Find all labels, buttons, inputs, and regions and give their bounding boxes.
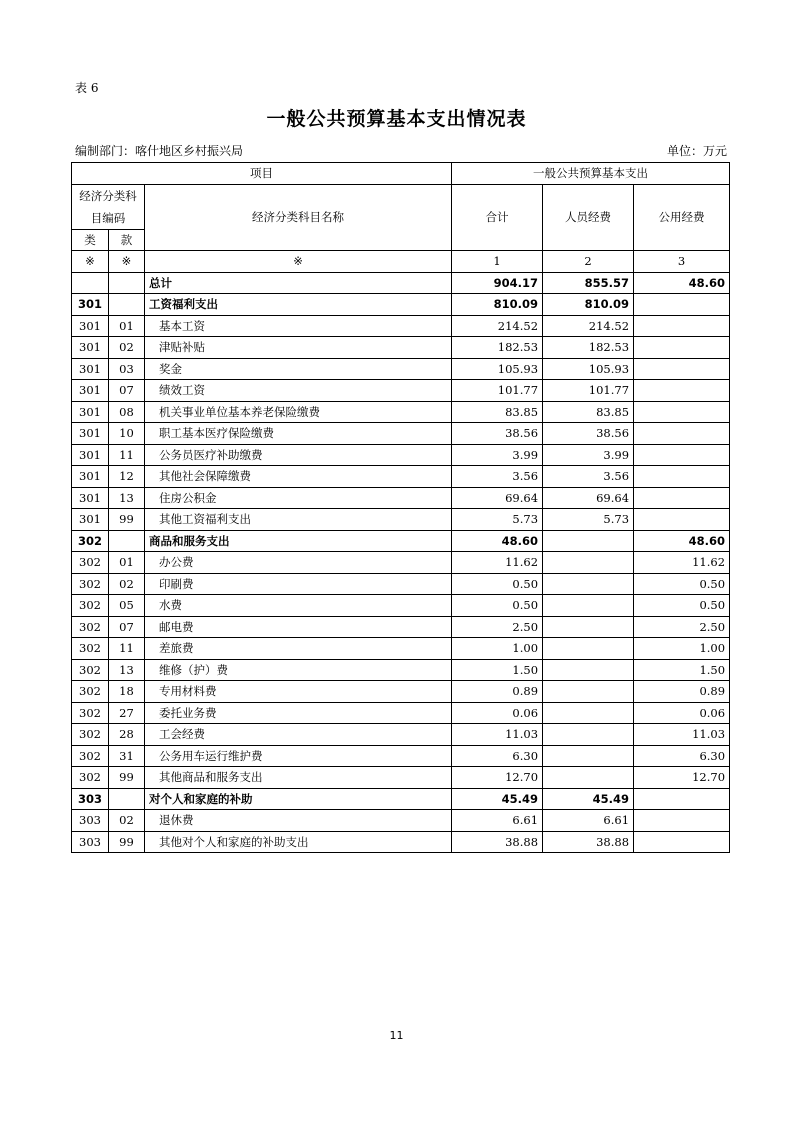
header-basic-expenditure: 一般公共预算基本支出 [452, 163, 730, 185]
table-row [72, 294, 730, 316]
cell-personnel [543, 638, 634, 660]
cell-lei: 302 [72, 638, 109, 660]
cell-lei: 301 [72, 509, 109, 531]
cell-kuan: 02 [109, 337, 145, 359]
cell-public [634, 509, 730, 531]
cell-lei: 302 [72, 573, 109, 595]
header-total: 合计 [452, 184, 543, 251]
cell-kuan: 05 [109, 595, 145, 617]
cell-total: 810.09 [452, 294, 543, 316]
cell-total: 0.50 [452, 573, 543, 595]
cell-kuan: 12 [109, 466, 145, 488]
cell-total: 38.88 [452, 831, 543, 853]
cell-kuan: 02 [109, 573, 145, 595]
cell-public: 1.50 [634, 659, 730, 681]
header-public: 公用经费 [634, 184, 730, 251]
cell-item-name: 邮电费 [145, 616, 452, 638]
cell-lei: 301 [72, 380, 109, 402]
cell-personnel [543, 724, 634, 746]
cell-public [634, 788, 730, 810]
cell-personnel: 855.57 [543, 272, 634, 294]
cell-total: 5.73 [452, 509, 543, 531]
cell-personnel: 69.64 [543, 487, 634, 509]
cell-item-name: 基本工资 [145, 315, 452, 337]
cell-public: 11.03 [634, 724, 730, 746]
cell-kuan: 13 [109, 487, 145, 509]
cell-kuan: 11 [109, 638, 145, 660]
table-row [72, 466, 730, 488]
table-row [72, 487, 730, 509]
cell-public: 6.30 [634, 745, 730, 767]
column-number-3: 3 [634, 251, 730, 273]
cell-lei: 302 [72, 595, 109, 617]
cell-public: 0.06 [634, 702, 730, 724]
cell-public [634, 487, 730, 509]
cell-lei: 301 [72, 487, 109, 509]
cell-kuan: 28 [109, 724, 145, 746]
cell-kuan [109, 294, 145, 316]
cell-total: 6.61 [452, 810, 543, 832]
cell-lei: 302 [72, 745, 109, 767]
cell-total: 182.53 [452, 337, 543, 359]
cell-lei: 301 [72, 466, 109, 488]
cell-total: 6.30 [452, 745, 543, 767]
cell-total: 11.62 [452, 552, 543, 574]
cell-personnel: 45.49 [543, 788, 634, 810]
cell-personnel: 214.52 [543, 315, 634, 337]
cell-personnel: 5.73 [543, 509, 634, 531]
cell-lei: 302 [72, 659, 109, 681]
cell-kuan: 08 [109, 401, 145, 423]
cell-kuan: 11 [109, 444, 145, 466]
cell-public [634, 294, 730, 316]
cell-kuan: 99 [109, 831, 145, 853]
cell-item-name: 绩效工资 [145, 380, 452, 402]
table-row [72, 509, 730, 531]
cell-personnel [543, 530, 634, 552]
cell-lei: 302 [72, 681, 109, 703]
table-row [72, 702, 730, 724]
cell-item-name: 其他社会保障缴费 [145, 466, 452, 488]
cell-public: 11.62 [634, 552, 730, 574]
cell-total: 38.56 [452, 423, 543, 445]
cell-lei: 301 [72, 358, 109, 380]
table-row [72, 831, 730, 853]
column-number-1: 1 [452, 251, 543, 273]
cell-public: 1.00 [634, 638, 730, 660]
cell-item-name: 其他商品和服务支出 [145, 767, 452, 789]
cell-total: 1.50 [452, 659, 543, 681]
cell-personnel: 83.85 [543, 401, 634, 423]
cell-item-name: 退休费 [145, 810, 452, 832]
table-row [72, 444, 730, 466]
table-number: 表 6 [75, 81, 99, 95]
cell-item-name: 工会经费 [145, 724, 452, 746]
cell-personnel: 38.56 [543, 423, 634, 445]
cell-item-name: 公务用车运行维护费 [145, 745, 452, 767]
budget-table [71, 162, 730, 853]
cell-item-name: 维修（护）费 [145, 659, 452, 681]
cell-total: 12.70 [452, 767, 543, 789]
cell-public [634, 810, 730, 832]
department-label: 编制部门：喀什地区乡村振兴局 [75, 144, 244, 158]
cell-public: 0.50 [634, 573, 730, 595]
cell-lei: 301 [72, 315, 109, 337]
cell-lei [72, 272, 109, 294]
cell-total: 3.56 [452, 466, 543, 488]
table-row [72, 724, 730, 746]
cell-item-name: 工资福利支出 [145, 294, 452, 316]
cell-lei: 301 [72, 423, 109, 445]
cell-lei: 301 [72, 294, 109, 316]
cell-personnel: 3.99 [543, 444, 634, 466]
cell-total: 904.17 [452, 272, 543, 294]
cell-total: 11.03 [452, 724, 543, 746]
table-row [72, 767, 730, 789]
table-row [72, 810, 730, 832]
cell-kuan: 02 [109, 810, 145, 832]
cell-public [634, 315, 730, 337]
cell-lei: 302 [72, 702, 109, 724]
table-row [72, 530, 730, 552]
cell-kuan: 31 [109, 745, 145, 767]
cell-public: 48.60 [634, 530, 730, 552]
cell-total: 83.85 [452, 401, 543, 423]
cell-public: 48.60 [634, 272, 730, 294]
cell-lei: 302 [72, 530, 109, 552]
table-row [72, 423, 730, 445]
cell-public [634, 358, 730, 380]
cell-kuan: 03 [109, 358, 145, 380]
cell-kuan: 01 [109, 315, 145, 337]
header-item-name: 经济分类科目名称 [145, 184, 452, 251]
cell-total: 105.93 [452, 358, 543, 380]
table-row [72, 401, 730, 423]
table-row [72, 745, 730, 767]
cell-public [634, 466, 730, 488]
cell-lei: 302 [72, 616, 109, 638]
cell-personnel [543, 573, 634, 595]
cell-public: 12.70 [634, 767, 730, 789]
cell-item-name: 其他对个人和家庭的补助支出 [145, 831, 452, 853]
page-number: 11 [389, 1029, 404, 1042]
header-item: 项目 [72, 163, 452, 185]
cell-lei: 302 [72, 552, 109, 574]
cell-personnel [543, 745, 634, 767]
cell-total: 3.99 [452, 444, 543, 466]
table-row [72, 659, 730, 681]
header-lei: 类 [72, 229, 109, 251]
cell-item-name: 印刷费 [145, 573, 452, 595]
cell-public [634, 380, 730, 402]
mark-cell: ※ [145, 251, 452, 273]
cell-public [634, 444, 730, 466]
header-personnel: 人员经费 [543, 184, 634, 251]
table-row [72, 595, 730, 617]
cell-kuan: 99 [109, 509, 145, 531]
mark-cell: ※ [72, 251, 109, 273]
cell-kuan: 27 [109, 702, 145, 724]
cell-total: 2.50 [452, 616, 543, 638]
table-row [72, 681, 730, 703]
table-row [72, 638, 730, 660]
cell-item-name: 委托业务费 [145, 702, 452, 724]
cell-public: 2.50 [634, 616, 730, 638]
cell-total: 101.77 [452, 380, 543, 402]
cell-personnel: 101.77 [543, 380, 634, 402]
cell-item-name: 津贴补贴 [145, 337, 452, 359]
cell-personnel: 38.88 [543, 831, 634, 853]
cell-total: 0.89 [452, 681, 543, 703]
table-row [72, 552, 730, 574]
cell-lei: 301 [72, 444, 109, 466]
table-row [72, 315, 730, 337]
cell-kuan: 01 [109, 552, 145, 574]
cell-public: 0.50 [634, 595, 730, 617]
cell-public: 0.89 [634, 681, 730, 703]
cell-kuan: 13 [109, 659, 145, 681]
cell-kuan [109, 530, 145, 552]
cell-total: 1.00 [452, 638, 543, 660]
cell-item-name: 水费 [145, 595, 452, 617]
cell-kuan [109, 272, 145, 294]
cell-kuan: 07 [109, 380, 145, 402]
cell-lei: 302 [72, 724, 109, 746]
cell-personnel [543, 659, 634, 681]
cell-total: 48.60 [452, 530, 543, 552]
cell-lei: 302 [72, 767, 109, 789]
header-kuan: 款 [109, 229, 145, 251]
table-row [72, 272, 730, 294]
cell-public [634, 831, 730, 853]
cell-item-name: 住房公积金 [145, 487, 452, 509]
cell-personnel [543, 702, 634, 724]
cell-item-name: 职工基本医疗保险缴费 [145, 423, 452, 445]
cell-personnel: 105.93 [543, 358, 634, 380]
cell-item-name: 差旅费 [145, 638, 452, 660]
cell-kuan: 07 [109, 616, 145, 638]
cell-item-name: 办公费 [145, 552, 452, 574]
table-row [72, 380, 730, 402]
cell-personnel [543, 767, 634, 789]
unit-label: 单位：万元 [666, 144, 727, 158]
table-row [72, 573, 730, 595]
table-row [72, 337, 730, 359]
cell-public [634, 401, 730, 423]
cell-total: 69.64 [452, 487, 543, 509]
cell-personnel [543, 681, 634, 703]
cell-personnel: 810.09 [543, 294, 634, 316]
cell-kuan: 99 [109, 767, 145, 789]
cell-public [634, 423, 730, 445]
cell-personnel [543, 616, 634, 638]
cell-total: 214.52 [452, 315, 543, 337]
cell-item-name: 专用材料费 [145, 681, 452, 703]
cell-item-name: 对个人和家庭的补助 [145, 788, 452, 810]
cell-item-name: 公务员医疗补助缴费 [145, 444, 452, 466]
cell-kuan [109, 788, 145, 810]
table-row [72, 788, 730, 810]
cell-personnel [543, 595, 634, 617]
cell-lei: 303 [72, 788, 109, 810]
table-row [72, 358, 730, 380]
cell-item-name: 奖金 [145, 358, 452, 380]
cell-item-name: 总计 [145, 272, 452, 294]
column-number-2: 2 [543, 251, 634, 273]
cell-personnel: 3.56 [543, 466, 634, 488]
cell-personnel [543, 552, 634, 574]
cell-item-name: 商品和服务支出 [145, 530, 452, 552]
cell-item-name: 机关事业单位基本养老保险缴费 [145, 401, 452, 423]
cell-personnel: 6.61 [543, 810, 634, 832]
cell-total: 0.50 [452, 595, 543, 617]
table-row [72, 616, 730, 638]
cell-lei: 301 [72, 337, 109, 359]
cell-total: 0.06 [452, 702, 543, 724]
mark-cell: ※ [109, 251, 145, 273]
cell-personnel: 182.53 [543, 337, 634, 359]
cell-lei: 303 [72, 810, 109, 832]
cell-lei: 301 [72, 401, 109, 423]
header-code-group: 经济分类科目编码 [72, 184, 145, 229]
page-title: 一般公共预算基本支出情况表 [266, 108, 527, 130]
cell-kuan: 18 [109, 681, 145, 703]
cell-total: 45.49 [452, 788, 543, 810]
cell-lei: 303 [72, 831, 109, 853]
cell-kuan: 10 [109, 423, 145, 445]
cell-item-name: 其他工资福利支出 [145, 509, 452, 531]
cell-public [634, 337, 730, 359]
